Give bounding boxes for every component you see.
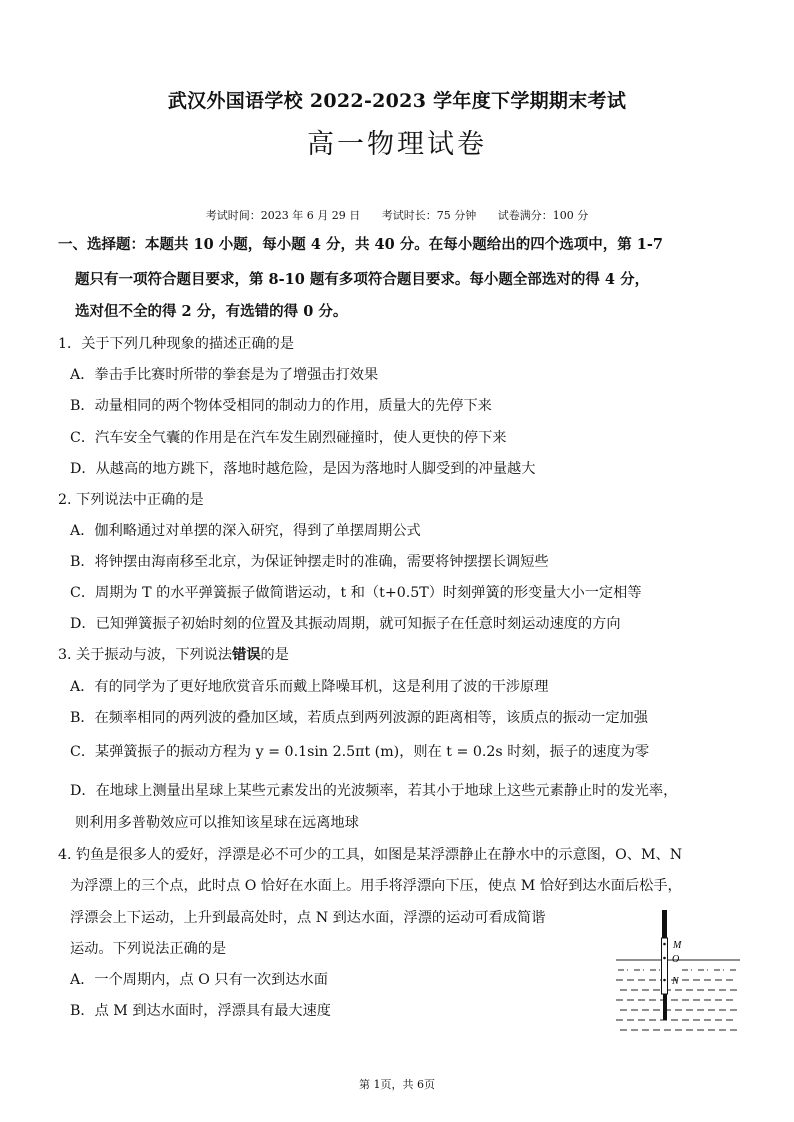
q3-option-c: C．某弹簧振子的振动方程为 y = 0.1sin 2.5πt (m)，则在 t = 0.2s 时刻，振子的速度为零 [70, 744, 650, 760]
exam-info [0, 207, 794, 223]
point-o [663, 957, 666, 960]
q2-option-c: C．周期为 T 的水平弹簧振子做简谐运动，t 和（t+0.5T）时刻弹簧的形变量大小一定相等 [70, 585, 642, 601]
q4-stem-line3: 浮漂会上下运动，上升到最高处时，点 N 到达水面，浮漂的运动可看成简谐 [70, 910, 546, 926]
float-diagram [612, 908, 744, 1036]
q3-option-d-line2: 则利用多普勒效应可以推知该星球在远离地球 [75, 815, 359, 831]
q1-option-a: A．拳击手比赛时所带的拳套是为了增强击打效果 [70, 367, 379, 383]
q3-stem-pre: 3. 关于振动与波，下列说法 [58, 647, 233, 663]
q2-option-d: D．已知弹簧振子初始时刻的位置及其振动周期，就可知振子在任意时刻运动速度的方向 [70, 616, 621, 632]
section-heading-line1: 一、选择题：本题共 10 小题，每小题 4 分，共 40 分。在每小题给出的四个选项中，第 1-7 [58, 236, 663, 253]
full-score: 试卷满分：100 分 [497, 209, 589, 222]
q4-stem-line2: 为浮漂上的三个点，此时点 O 恰好在水面上。用手将浮漂向下压，使点 M 恰好到达水面后松手， [70, 878, 682, 894]
exam-subtitle: 高一物理试卷 [307, 129, 487, 160]
q1-stem: 1．关于下列几种现象的描述正确的是 [58, 336, 295, 352]
label-n: N [672, 976, 679, 987]
q2-option-b: B．将钟摆由海南移至北京，为保证钟摆走时的准确，需要将钟摆摆长调短些 [70, 554, 549, 570]
float-bobber [662, 910, 668, 1020]
q3-stem-emphasis: 错误 [232, 647, 261, 663]
q3-option-d-line1: D．在地球上测量出星球上某些元素发出的光波频率，若其小于地球上这些元素静止时的发光率， [70, 783, 678, 799]
q1-option-b: B．动量相同的两个物体受相同的制动力的作用，质量大的先停下来 [70, 398, 492, 414]
q3-stem-post: 的是 [260, 647, 289, 663]
q1-option-c: C．汽车安全气囊的作用是在汽车发生剧烈碰撞时，使人更快的停下来 [70, 430, 507, 446]
q4-stem-line1: 4. 钓鱼是很多人的爱好，浮漂是必不可少的工具，如图是某浮漂静止在静水中的示意图，O、M、N [58, 847, 683, 863]
exam-duration: 考试时长：75 分钟 [381, 209, 477, 222]
q4-stem-line4: 运动。下列说法正确的是 [70, 941, 227, 957]
q2-option-a: A．伽利略通过对单摆的深入研究，得到了单摆周期公式 [70, 523, 421, 539]
point-n [663, 979, 666, 982]
section-heading-line3: 选对但不全的得 2 分，有选错的得 0 分。 [75, 303, 348, 320]
exam-date: 考试时间：2023 年 6 月 29 日 [205, 209, 361, 222]
section-heading-line2: 题只有一项符合题目要求，第 8-10 题有多项符合题目要求。每小题全部选对的得 4 分， [75, 271, 650, 288]
exam-title: 武汉外国语学校 2022-2023 学年度下学期期末考试 [167, 90, 627, 112]
q2-stem: 2. 下列说法中正确的是 [58, 492, 204, 508]
water-surface [616, 960, 740, 1030]
q1-option-d: D．从越高的地方跳下，落地时越危险，是因为落地时人脚受到的冲量越大 [70, 461, 536, 477]
label-m: M [673, 940, 682, 951]
label-o: O [672, 954, 680, 965]
point-m [663, 943, 666, 946]
page-footer: 第 1页，共 6页 [359, 1078, 435, 1091]
q3-option-a: A．有的同学为了更好地欣赏音乐而戴上降噪耳机，这是利用了波的干涉原理 [70, 679, 549, 695]
q4-option-b: B．点 M 到达水面时，浮漂具有最大速度 [70, 1003, 331, 1019]
q3-option-b: B．在频率相同的两列波的叠加区域，若质点到两列波源的距离相等，该质点的振动一定加强 [70, 710, 648, 726]
q3-stem [58, 644, 289, 664]
q4-option-a: A．一个周期内，点 O 只有一次到达水面 [70, 972, 328, 988]
